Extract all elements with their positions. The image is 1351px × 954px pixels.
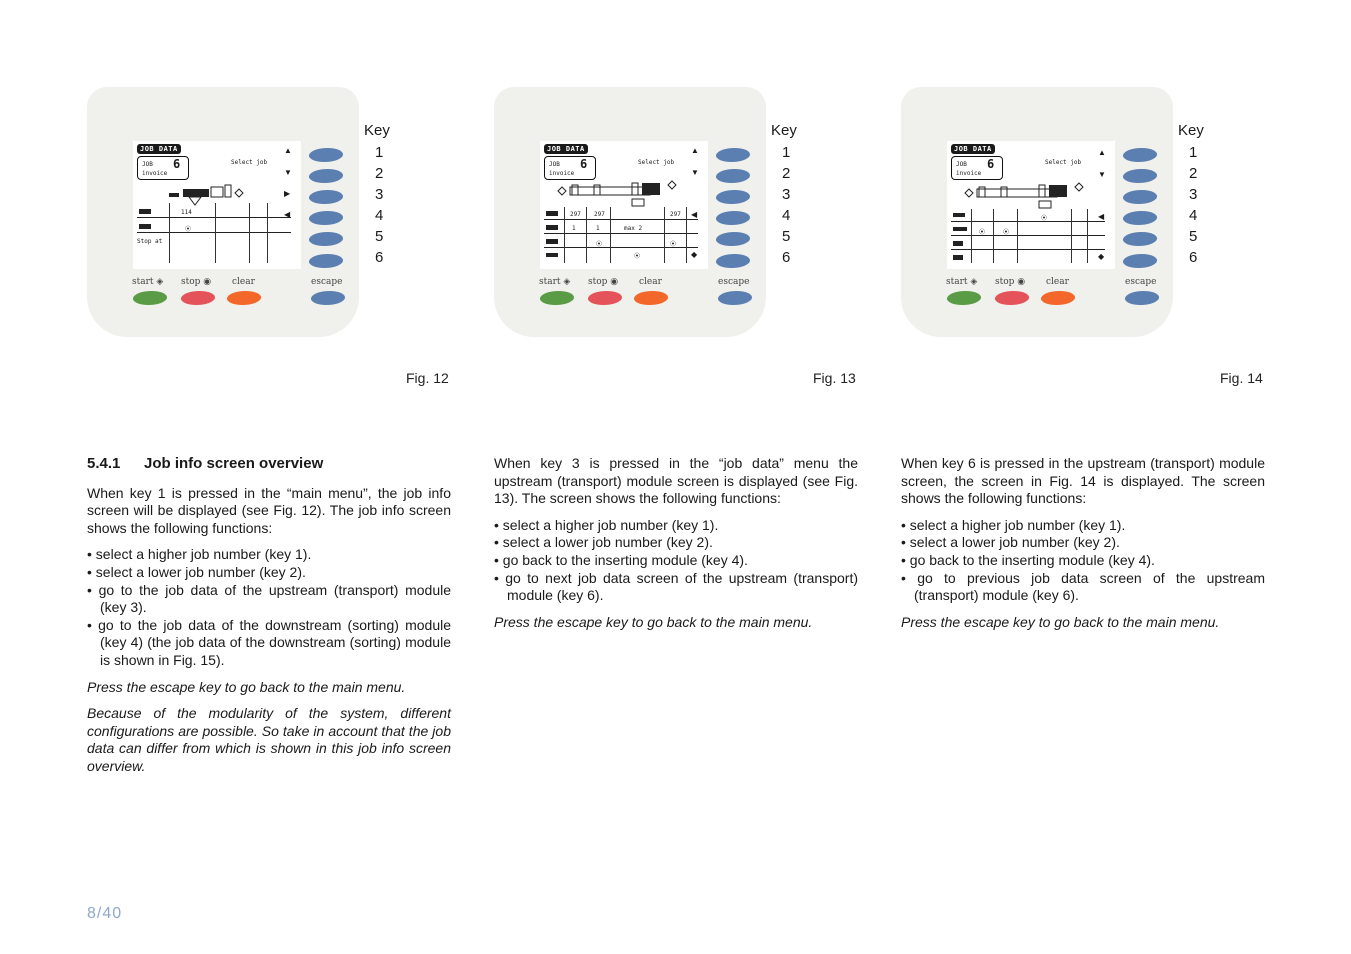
section-heading: 5.4.1 Job info screen overview [87, 455, 324, 472]
lcd-screen: JOB DATA JOB invoice 6 Select job ▲ ▼ ◀ ◆ 297 297 297 1 1 max 2 ⦿ ⦿ ⦿ [540, 141, 708, 269]
job-box: JOB invoice 6 [544, 156, 596, 180]
function-list [901, 517, 1265, 605]
escape-label: escape [718, 277, 750, 287]
stop-label: stop ◉ [995, 277, 1026, 287]
note: Press the escape key to go back to the main menu. [494, 613, 813, 630]
sheet-icon [546, 225, 558, 230]
feeder-icon [139, 209, 151, 214]
lcd-screen [947, 141, 1115, 269]
note: Press the escape key to go back to the main menu. [87, 678, 406, 695]
down-arrow-icon: ▼ [691, 168, 699, 177]
barcode-icon [546, 253, 558, 257]
text-column-2 [494, 455, 858, 640]
control-panel-fig13 [494, 87, 766, 337]
clear-label: clear [639, 277, 662, 287]
key-legend: Key 1 2 3 4 5 6 [1178, 122, 1204, 266]
target-icon: ⦿ [1041, 215, 1048, 222]
start-label: start ◈ [946, 277, 978, 287]
key-title: Key [364, 122, 390, 139]
list-item: • select a higher job number (key 1). [87, 546, 451, 564]
clear-label: clear [232, 277, 255, 287]
list-item: • select a higher job number (key 1). [901, 517, 1265, 535]
paragraph: When key 1 is pressed in the “main menu”, the job info screen will be displayed (see Fig. 12). The job info screen shows the following functions: [87, 484, 451, 536]
key-legend: Key 1 2 3 4 5 6 [364, 122, 390, 266]
job-number: 6 [173, 157, 181, 171]
job-box: JOB invoice 6 [951, 156, 1003, 180]
down-arrow-icon: ▼ [284, 168, 292, 177]
list-item: • go to next job data screen of the upstream (transport) module (key 6). [494, 570, 858, 605]
list-item: • select a lower job number (key 2). [87, 564, 451, 582]
up-arrow-icon: ▲ [284, 146, 292, 155]
select-job-label: Select job [1045, 159, 1082, 166]
page-number: 8/40 [87, 905, 123, 922]
select-job-label: Select job [231, 159, 268, 166]
control-panel-fig14 [901, 87, 1173, 337]
stop-at-label: Stop at [137, 238, 163, 245]
figure-caption: Fig. 12 [406, 370, 449, 386]
left-arrow-icon: ◀ [284, 210, 291, 219]
target-icon: ⦿ [670, 241, 677, 248]
barcode-icon [953, 227, 967, 231]
left-arrow-icon: ◀ [691, 210, 698, 219]
note: Because of the modularity of the system, different configurations are possible. So take in account that the job data can differ from which is shown in this job info screen overview. [87, 705, 451, 774]
folder-icon [139, 224, 151, 229]
key-legend: Key 1 2 3 4 5 6 [771, 122, 797, 266]
figure-caption: Fig. 14 [1220, 370, 1263, 386]
target-icon: ⦿ [1003, 229, 1010, 236]
lcd-screen [133, 141, 301, 269]
stacker-icon [546, 239, 558, 244]
escape-label: escape [311, 277, 343, 287]
transport-module-icon [961, 181, 1101, 211]
control-panel-fig12 [87, 87, 359, 337]
down-arrow-icon: ▼ [1098, 170, 1106, 179]
screen-title: JOB DATA [951, 144, 995, 154]
envelope-icon [546, 211, 558, 216]
list-item: • go to previous job data screen of the upstream (transport) module (key 6). [901, 570, 1265, 605]
folder-icon [953, 255, 963, 260]
cell-value: 114 [181, 209, 192, 216]
up-arrow-icon: ▲ [691, 146, 699, 155]
list-item: • go to the job data of the downstream (sorting) module (key 4) (the job data of the downstream (sorting) module is shown in Fig. 15). [87, 617, 451, 670]
inserter-machine-icon [169, 181, 259, 209]
list-item: • go back to the inserting module (key 4). [901, 552, 1265, 570]
note: Press the escape key to go back to the main menu. [901, 613, 1220, 630]
list-item: • select a lower job number (key 2). [494, 534, 858, 552]
list-item: • select a lower job number (key 2). [901, 534, 1265, 552]
screen-title: JOB DATA [137, 144, 181, 154]
select-job-label: Select job [638, 159, 675, 166]
screen-title: JOB DATA [544, 144, 588, 154]
barcode-icon [953, 213, 965, 217]
feeder-icon [953, 241, 963, 246]
scroll-icon: ◆ [691, 250, 698, 259]
stop-label: stop ◉ [588, 277, 619, 287]
job-box [137, 156, 189, 180]
right-arrow-icon: ▶ [284, 189, 291, 198]
transport-module-icon [554, 179, 694, 209]
function-list [87, 546, 451, 669]
up-arrow-icon: ▲ [1098, 148, 1106, 157]
start-label: start ◈ [539, 277, 571, 287]
clear-label: clear [1046, 277, 1069, 287]
target-icon: ⦿ [634, 253, 641, 260]
list-item: • select a higher job number (key 1). [494, 517, 858, 535]
stop-label: stop ◉ [181, 277, 212, 287]
figure-caption: Fig. 13 [813, 370, 856, 386]
scroll-icon: ◆ [1098, 252, 1105, 261]
target-icon: ⦿ [979, 229, 986, 236]
text-column-1 [87, 455, 451, 785]
job-label: JOB [142, 161, 153, 168]
function-list [494, 517, 858, 605]
text-column-3 [901, 455, 1265, 640]
list-item: • go to the job data of the upstream (transport) module (key 3). [87, 582, 451, 617]
target-icon: ⦿ [596, 241, 603, 248]
start-label: start ◈ [132, 277, 164, 287]
paragraph: When key 6 is pressed in the upstream (transport) module screen, the screen in Fig. 14 is displayed. The screen shows the following functions: [901, 455, 1265, 507]
paragraph: When key 3 is pressed in the “job data” menu the upstream (transport) module screen is displayed (see Fig. 13). The screen shows the following functions: [494, 455, 858, 507]
list-item: • go back to the inserting module (key 4). [494, 552, 858, 570]
job-type: invoice [142, 170, 168, 177]
escape-label: escape [1125, 277, 1157, 287]
left-arrow-icon: ◀ [1098, 212, 1105, 221]
target-icon: ⦿ [185, 226, 192, 233]
